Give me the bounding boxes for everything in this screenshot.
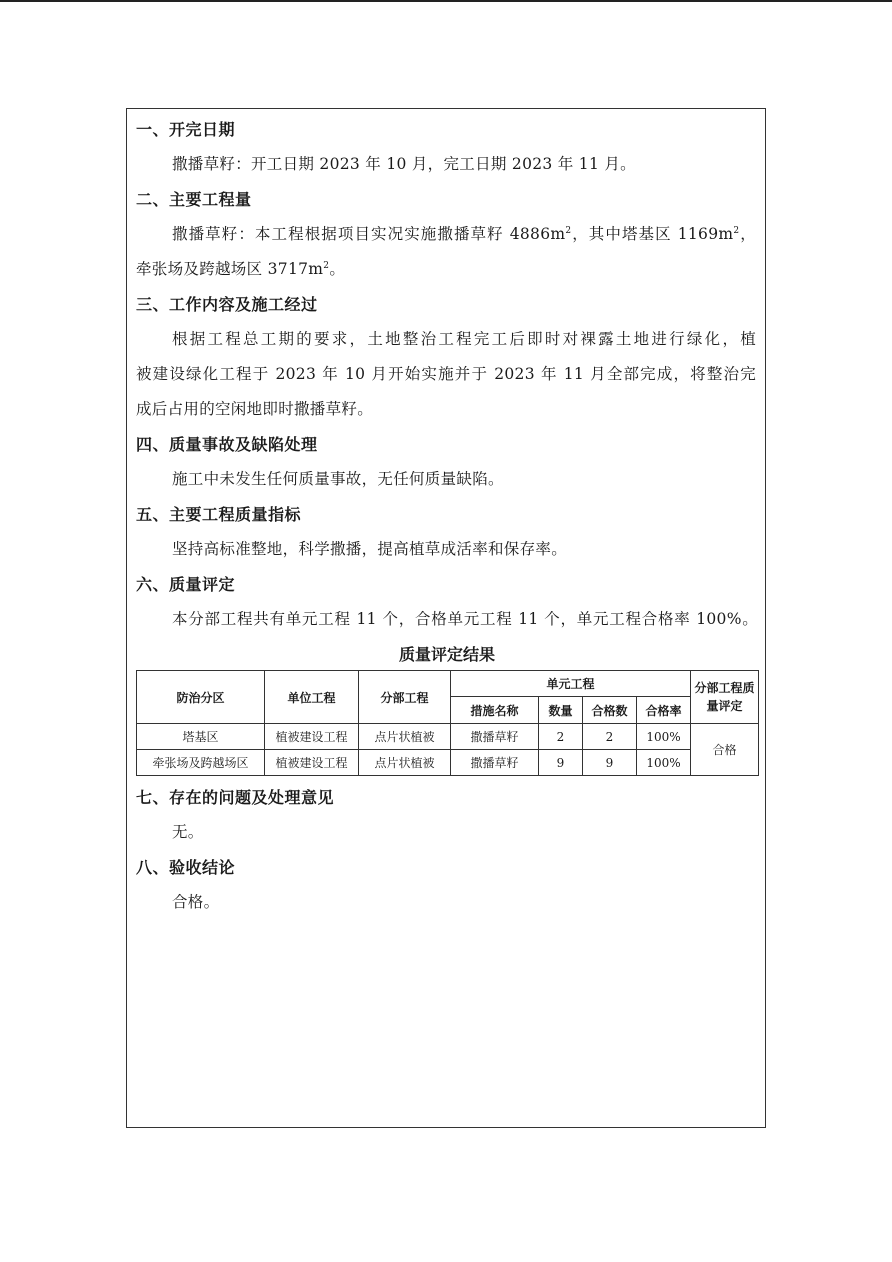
- cell-zone: 牵张场及跨越场区: [137, 750, 265, 776]
- section-6-text: 本分部工程共有单元工程 11 个，合格单元工程 11 个，单元工程合格率 100%。: [172, 610, 758, 628]
- table-caption: 质量评定结果: [398, 645, 495, 664]
- header-count: 数量: [539, 697, 583, 724]
- section-7-text: 无。: [172, 823, 204, 841]
- header-pass-rate: 合格率: [637, 697, 691, 724]
- cell-rating: 合格: [691, 724, 759, 776]
- section-7-heading: 七、存在的问题及处理意见: [136, 788, 335, 807]
- section-3-line-3: 成后占用的空闲地即时撒播草籽。: [136, 400, 374, 418]
- section-3-line-2: 被建设绿化工程于 2023 年 10 月开始实施并于 2023 年 11 月全部完成，将整治完: [136, 365, 756, 383]
- section-2-line-1-c: ，: [739, 225, 757, 243]
- cell-zone: 塔基区: [137, 724, 265, 750]
- header-rating: 分部工程质量评定: [691, 671, 759, 724]
- section-6-heading: 六、质量评定: [136, 575, 236, 594]
- cell-measure: 撒播草籽: [451, 750, 539, 776]
- cell-pass-rate: 100%: [637, 750, 691, 776]
- cell-pass-rate: 100%: [637, 724, 691, 750]
- section-4-heading: 四、质量事故及缺陷处理: [136, 435, 318, 454]
- cell-pass-count: 9: [583, 750, 637, 776]
- section-3-heading: 三、工作内容及施工经过: [136, 295, 318, 314]
- cell-count: 2: [539, 724, 583, 750]
- section-4-text: 施工中未发生任何质量事故，无任何质量缺陷。: [172, 470, 504, 488]
- section-8-heading: 八、验收结论: [136, 858, 236, 877]
- cell-sub-project: 点片状植被: [359, 724, 451, 750]
- section-2-line-2-a: 牵张场及跨越场区 3717m: [136, 260, 324, 278]
- section-1-text: 撒播草籽：开工日期 2023 年 10 月，完工日期 2023 年 11 月。: [172, 155, 636, 173]
- section-2-line-2-b: 。: [329, 260, 346, 278]
- cell-unit-project: 植被建设工程: [265, 750, 359, 776]
- quality-table: [136, 670, 759, 776]
- header-pass-count: 合格数: [583, 697, 637, 724]
- cell-count: 9: [539, 750, 583, 776]
- header-measure: 措施名称: [451, 697, 539, 724]
- section-2-line-2: [136, 257, 345, 279]
- section-2-line-1: [172, 222, 756, 244]
- section-5-text: 坚持高标准整地，科学撒播，提高植草成活率和保存率。: [172, 540, 568, 558]
- section-2-heading: 二、主要工程量: [136, 190, 252, 209]
- section-2-line-1-a: 撒播草籽：本工程根据项目实况实施撒播草籽 4886m: [172, 225, 566, 243]
- section-5-heading: 五、主要工程质量指标: [136, 505, 302, 524]
- cell-measure: 撒播草籽: [451, 724, 539, 750]
- area-unit-superscript: 2: [565, 226, 572, 236]
- section-1-heading: 一、开完日期: [136, 120, 236, 139]
- section-3-line-1: 根据工程总工期的要求，土地整治工程完工后即时对裸露土地进行绿化，植: [172, 330, 756, 348]
- section-8-text: 合格。: [172, 893, 220, 911]
- header-unit-project: 单位工程: [265, 671, 359, 724]
- section-2-line-1-b: ，其中塔基区 1169m: [571, 225, 734, 243]
- page-top-rule: [0, 0, 892, 2]
- cell-sub-project: 点片状植被: [359, 750, 451, 776]
- area-unit-superscript: 2: [323, 261, 330, 271]
- header-element-project: 单元工程: [451, 671, 691, 697]
- table-row: [137, 750, 759, 776]
- cell-unit-project: 植被建设工程: [265, 724, 359, 750]
- table-row: [137, 724, 759, 750]
- cell-pass-count: 2: [583, 724, 637, 750]
- header-zone: 防治分区: [137, 671, 265, 724]
- header-sub-project: 分部工程: [359, 671, 451, 724]
- area-unit-superscript: 2: [733, 226, 740, 236]
